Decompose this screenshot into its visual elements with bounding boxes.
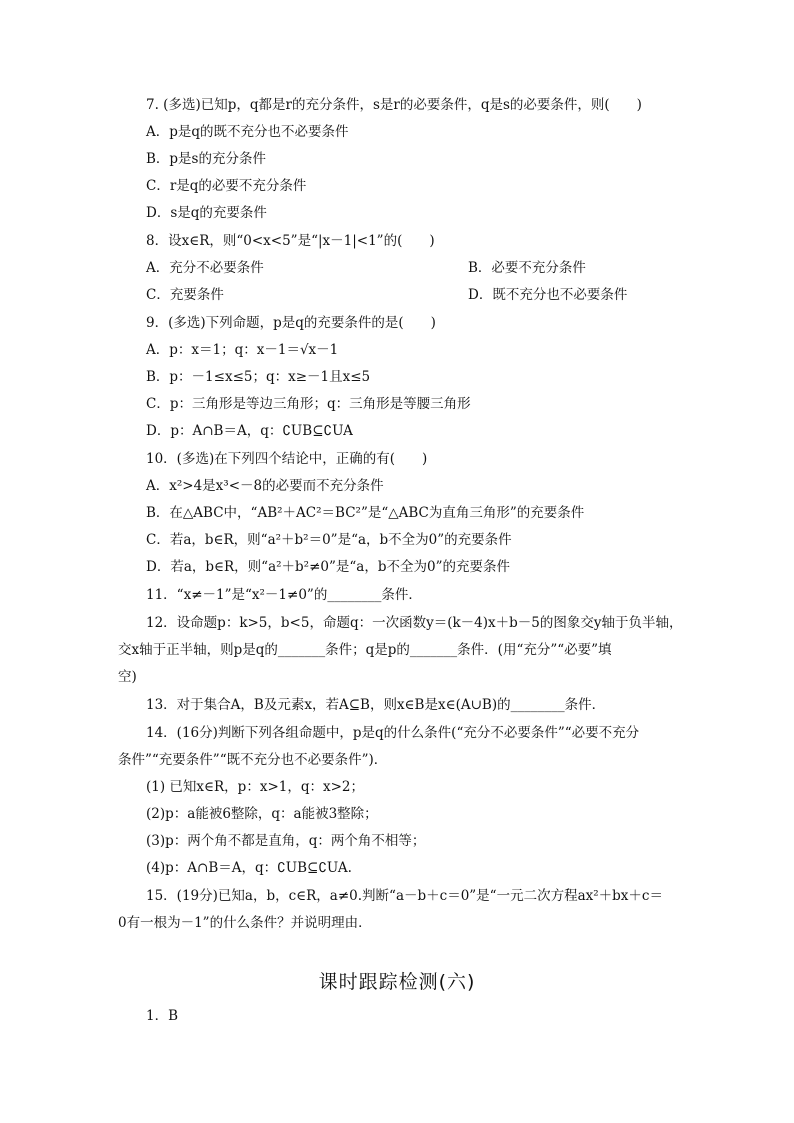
q8-option-a: A．充分不必要条件: [146, 260, 264, 276]
q9-option-c: C．p：三角形是等边三角形；q：三角形是等腰三角形: [146, 396, 471, 412]
q10-option-c: C．若a，b∈R，则“a²＋b²＝0”是“a，b不全为0”的充要条件: [146, 532, 512, 548]
q9-option-d: D．p：A∩B＝A，q：∁UB⊆∁UA: [146, 423, 353, 439]
question-9: 9．(多选)下列命题，p是q的充要条件的是( ): [146, 315, 436, 331]
question-13: 13．对于集合A，B及元素x，若A⊆B，则x∈B是x∈(A∪B)的________条件．: [146, 697, 606, 713]
q7-option-c: C．r是q的必要不充分条件: [146, 178, 307, 194]
question-15-line-1: 15．(19分)已知a，b，c∈R，a≠0.判断“a－b＋c＝0”是“一元二次方程ax²＋bx＋c＝: [146, 888, 663, 904]
question-14-part-3: (3)p：两个角不都是直角，q：两个角不相等；: [146, 833, 426, 849]
question-14-part-2: (2)p：a能被6整除，q：a能被3整除；: [146, 806, 378, 822]
question-12-line-1: 12．设命题p：k>5，b<5，命题q：一次函数y＝(k－4)x＋b－5的图象交y轴于负半轴，: [146, 615, 683, 631]
question-14-part-4: (4)p：A∩B＝A，q：∁UB⊆∁UA.: [146, 860, 352, 876]
question-10: 10．(多选)在下列四个结论中，正确的有( ): [146, 451, 428, 467]
question-14-line-2: 条件”“充要条件”“既不充分也不必要条件”)．: [118, 752, 388, 768]
question-12-line-3: 空): [118, 669, 137, 685]
question-14-part-1: (1) 已知x∈R，p：x>1，q：x>2；: [146, 779, 364, 795]
q10-option-a: A．x²>4是x³<－8的必要而不充分条件: [146, 478, 384, 494]
question-15-line-2: 0有一根为－1”的什么条件？并说明理由．: [118, 915, 372, 931]
section-heading: 课时跟踪检测(六): [318, 971, 476, 993]
q10-option-d: D．若a，b∈R，则“a²＋b²≠0”是“a，b不全为0”的充要条件: [146, 559, 510, 575]
q7-option-a: A．p是q的既不充分也不必要条件: [146, 124, 349, 140]
question-8: 8．设x∈R，则“0<x<5”是“|x－1|<1”的( ): [146, 233, 435, 249]
q9-option-b: B．p：－1≤x≤5；q：x≥－1且x≤5: [146, 369, 371, 385]
q8-option-c: C．充要条件: [146, 287, 224, 303]
q9-option-a: A．p：x＝1；q：x－1＝√x－1: [146, 342, 339, 358]
answer-1: 1．B: [146, 1008, 179, 1024]
q8-option-d: D．既不充分也不必要条件: [468, 287, 628, 303]
q10-option-b: B．在△ABC中，“AB²＋AC²＝BC²”是“△ABC为直角三角形”的充要条件: [146, 505, 585, 521]
question-7: 7. (多选)已知p，q都是r的充分条件，s是r的必要条件，q是s的必要条件，则( ): [146, 97, 642, 113]
question-14-line-1: 14．(16分)判断下列各组命题中，p是q的什么条件(“充分不必要条件”“必要不充分: [146, 725, 640, 741]
question-11: 11．“x≠－1”是“x²－1≠0”的________条件．: [146, 587, 422, 603]
q8-option-b: B．必要不充分条件: [468, 260, 586, 276]
q7-option-d: D．s是q的充要条件: [146, 205, 267, 221]
question-12-line-2: 交x轴于正半轴，则p是q的_______条件；q是p的_______条件．(用“充分”“必要”填: [118, 642, 612, 658]
q7-option-b: B．p是s的充分条件: [146, 151, 266, 167]
